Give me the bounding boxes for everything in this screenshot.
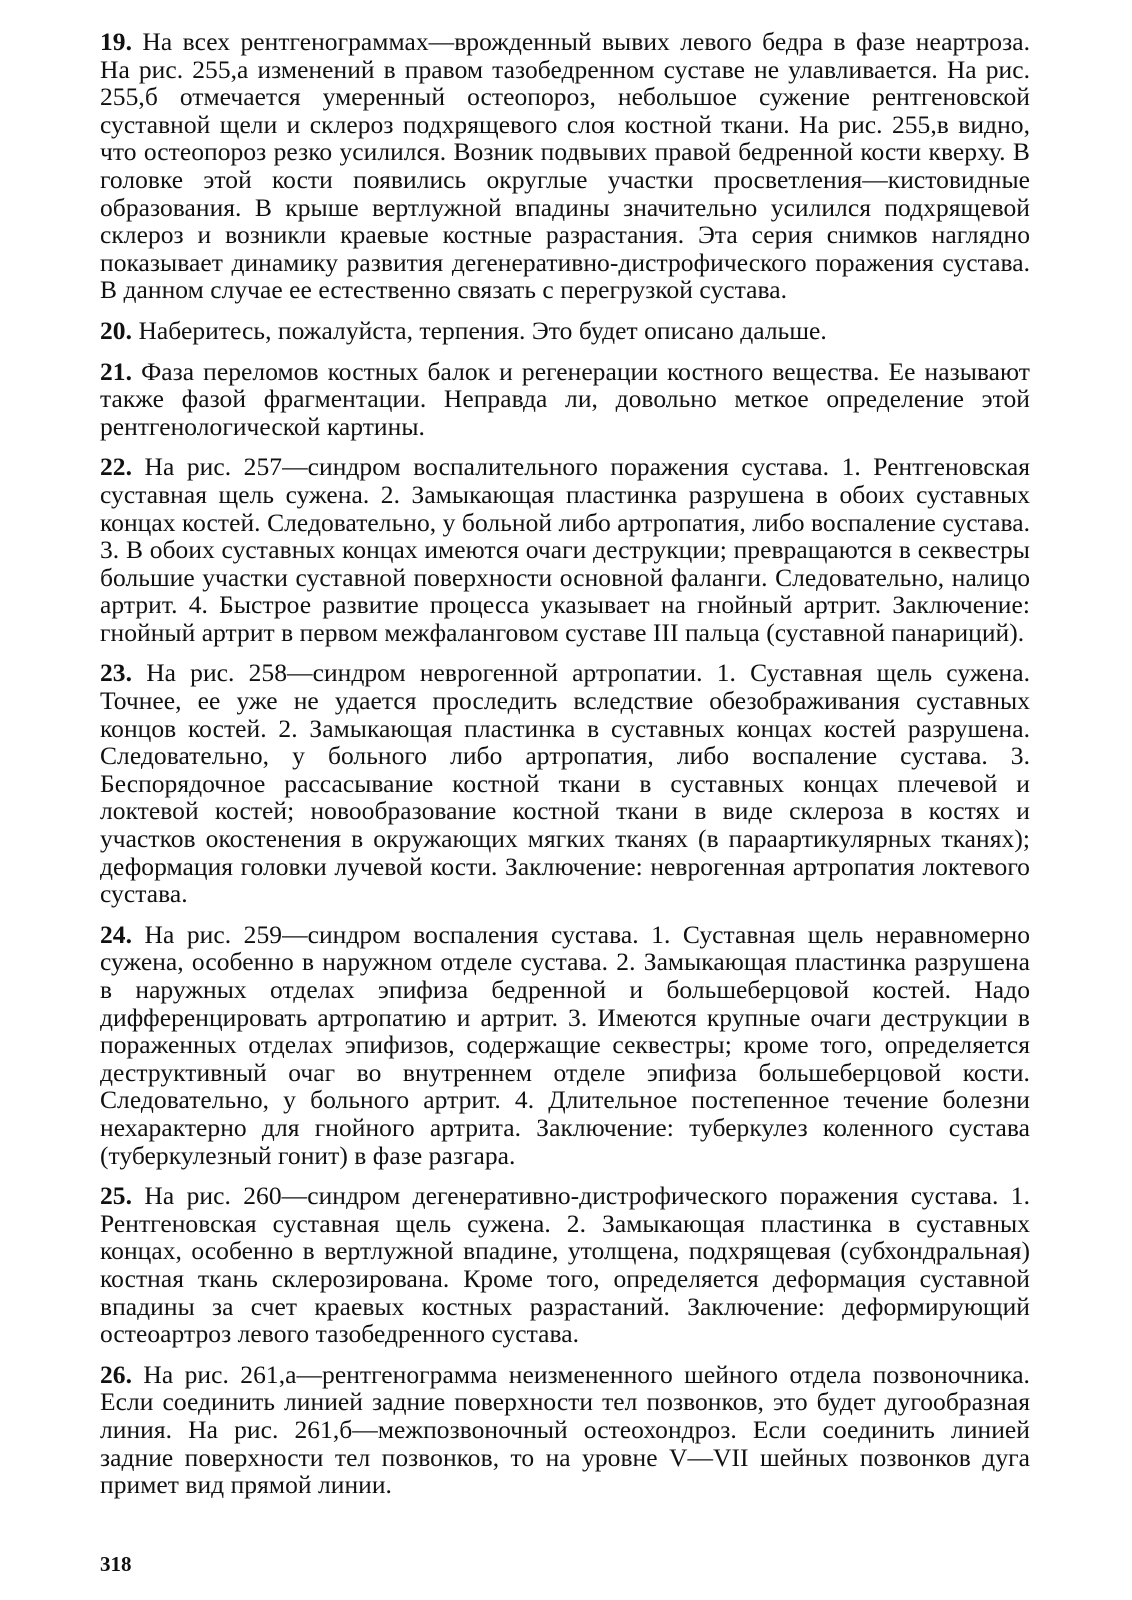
paragraph-number: 24. — [100, 919, 133, 949]
paragraph-text: На рис. 258—синдром неврогенной артропатии. 1. Суставная щель сужена. Точнее, ее уже не удается проследить вследствие обезображивания суставных концов костей. 2. Замыкающая пластинка в суставных концах костей разрушена. Следовательно, у больного либо артропатия, либо воспаление сустава. 3. Беспорядочное рассасывание костной ткани в суставных концах плечевой и локтевой костей; новообразование костной ткани в виде склероза в костях и участков окостенения в окружающих мягких тканях (в параартикулярных тканях); деформация головки лучевой кости. Заключение: неврогенная артропатия локтевого сустава. — [100, 658, 1030, 909]
paragraph-text: На рис. 261,а—рентгенограмма неизмененного шейного отдела позвоночника. Если соединить линией задние поверхности тел позвонков, это будет дугообразная линия. На рис. 261,б—межпозвоночный остеохондроз. Если соединить линией задние поверхности тел позвонков, то на уровне V—VII шейных позвонков дуга примет вид прямой линии. — [100, 1359, 1030, 1500]
paragraph-25 — [100, 1182, 1030, 1348]
paragraph-24 — [100, 921, 1030, 1169]
paragraph-21 — [100, 358, 1030, 441]
page-number: 318 — [100, 1552, 132, 1576]
paragraph-23 — [100, 659, 1030, 907]
paragraph-text: На всех рентгенограммах—врожденный вывих левого бедра в фазе неартроза. На рис. 255,а изменений в правом тазобедренном суставе не улавливается. На рис. 255,б отмечается умеренный остеопороз, небольшое сужение рентгеновской суставной щели и склероз подхрящевого слоя костной ткани. На рис. 255,в видно, что остеопороз резко усилился. Возник подвывих правой бедренной кости кверху. В головке этой кости появились округлые участки просветления—кистовидные образования. В крыше вертлужной впадины значительно усилился подхрящевой склероз и возникли краевые костные разрастания. Эта серия снимков наглядно показывает динамику развития дегенеративно-дистрофического поражения сустава. В данном случае ее естественно связать с перегрузкой сустава. — [100, 27, 1030, 305]
paragraph-text: Наберитесь, пожалуйста, терпения. Это будет описано дальше. — [132, 315, 827, 345]
paragraph-20 — [100, 317, 1030, 345]
paragraph-number: 21. — [100, 356, 133, 386]
paragraph-number: 23. — [100, 658, 133, 688]
paragraph-number: 22. — [100, 452, 133, 482]
paragraph-number: 20. — [100, 315, 133, 345]
paragraph-22 — [100, 453, 1030, 646]
paragraph-number: 25. — [100, 1181, 133, 1211]
paragraph-26 — [100, 1361, 1030, 1499]
paragraph-text: На рис. 259—синдром воспаления сустава. 1. Суставная щель неравномерно сужена, особенно в наружном отделе сустава. 2. Замыкающая пластинка разрушена в наружных отделах эпифиза бедренной и большеберцовой костей. Надо дифференцировать артропатию и артрит. 3. Имеются крупные очаги деструкции в пораженных отделах эпифизов, содержащие секвестры; кроме того, определяется деструктивный очаг во внутреннем отделе эпифиза большеберцовой кости. Следовательно, у больного артрит. 4. Длительное постепенное течение болезни нехарактерно для гнойного артрита. Заключение: туберкулез коленного сустава (туберкулезный гонит) в фазе разгара. — [100, 919, 1030, 1170]
paragraph-number: 19. — [100, 27, 133, 56]
paragraph-text: Фаза переломов костных балок и регенерации костного вещества. Ее называют также фазой фрагментации. Неправда ли, довольно меткое определение этой рентгенологической картины. — [100, 356, 1030, 441]
paragraph-19 — [100, 28, 1030, 304]
paragraph-text: На рис. 257—синдром воспалительного поражения сустава. 1. Рентгеновская суставная щель сужена. 2. Замыкающая пластинка разрушена в обоих суставных концах костей. Следовательно, у больной либо артропатия, либо воспаление сустава. 3. В обоих суставных концах имеются очаги деструкции; превращаются в секвестры большие участки суставной поверхности основной фаланги. Следовательно, налицо артрит. 4. Быстрое развитие процесса указывает на гнойный артрит. Заключение: гнойный артрит в первом межфаланговом суставе III пальца (суставной панариций). — [100, 452, 1030, 647]
paragraph-number: 26. — [100, 1359, 133, 1389]
page-body — [100, 28, 1030, 1512]
paragraph-text: На рис. 260—синдром дегенеративно-дистрофического поражения сустава. 1. Рентгеновская суставная щель сужена. 2. Замыкающая пластинка в суставных концах, особенно в вертлужной впадине, утолщена, подхрящевая (субхондральная) костная ткань склерозирована. Кроме того, определяется деформация суставной впадины за счет краевых костных разрастаний. Заключение: деформирующий остеоартроз левого тазобедренного сустава. — [100, 1181, 1030, 1349]
